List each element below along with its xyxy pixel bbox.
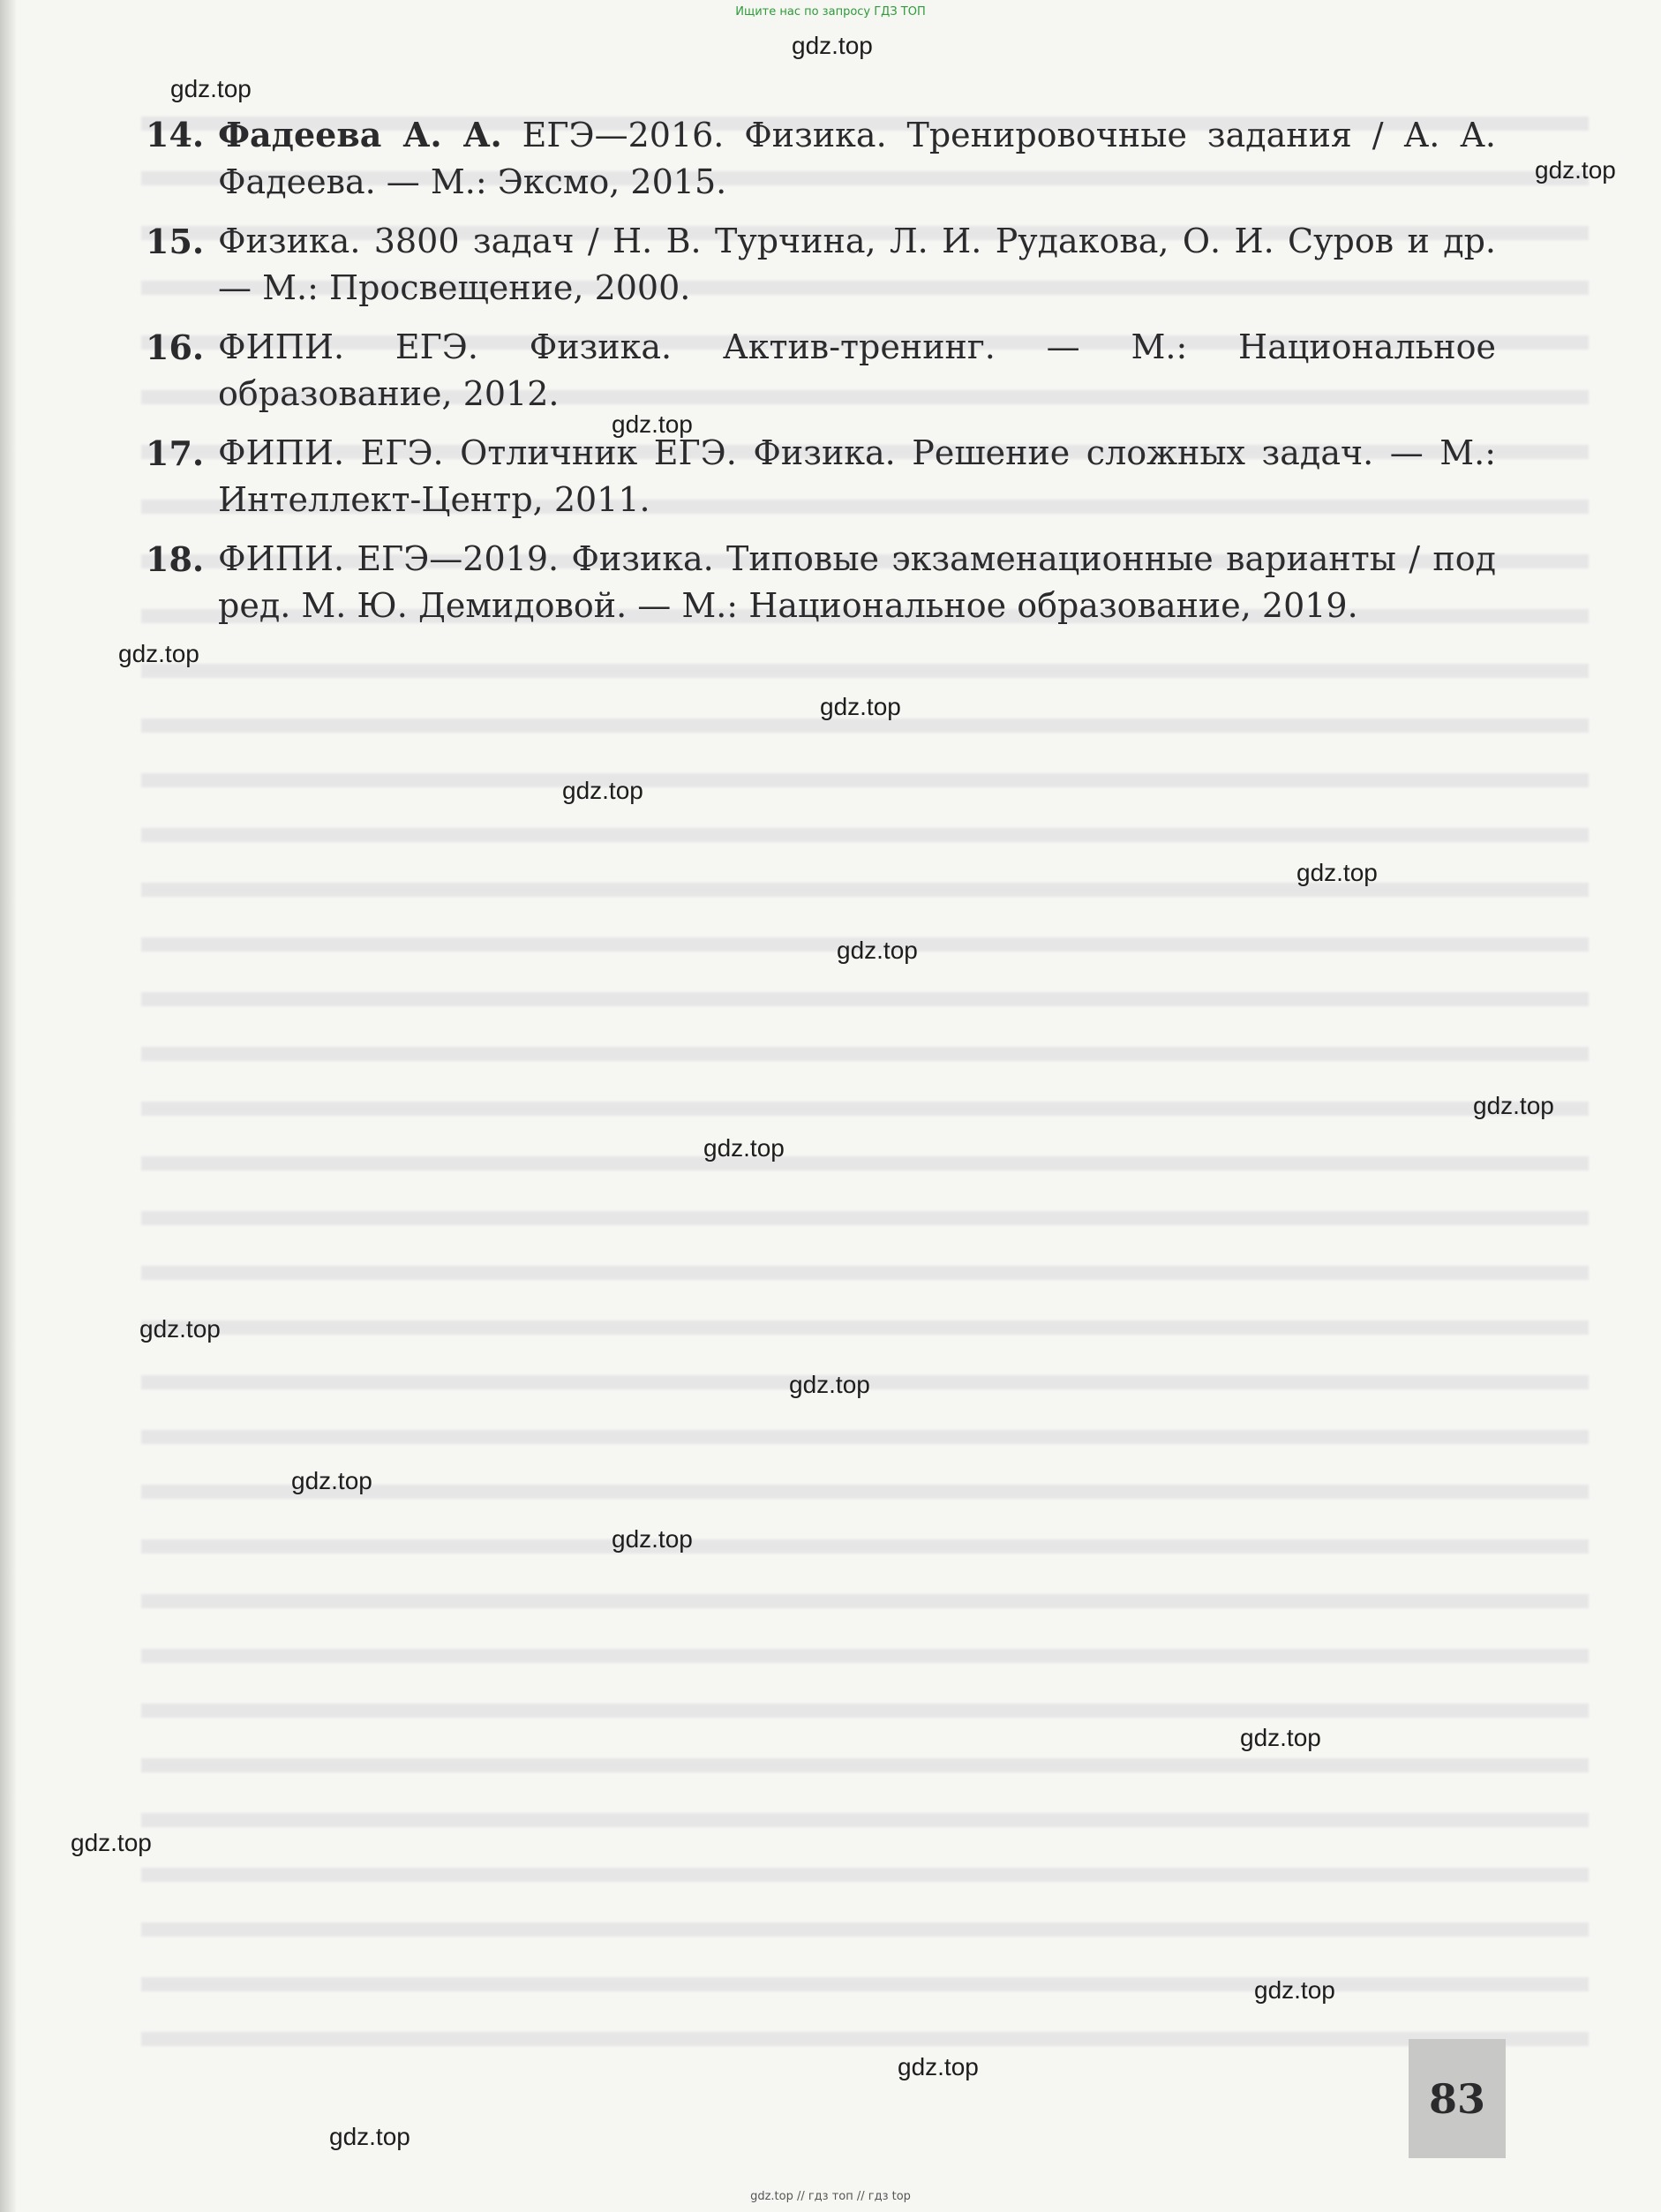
reference-author: Фадеева А. А. xyxy=(218,115,502,154)
reference-text: ФИПИ. ЕГЭ. Отличник ЕГЭ. Физика. Решение сложных задач. — М.: Интеллект-Центр, 2011. xyxy=(218,433,1496,519)
watermark: gdz.top xyxy=(1535,156,1616,184)
reference-item xyxy=(146,111,1496,206)
watermark: gdz.top xyxy=(837,937,918,964)
reference-item xyxy=(146,536,1496,629)
watermark: gdz.top xyxy=(1296,859,1378,886)
reference-item xyxy=(146,218,1496,312)
reference-number: 17. xyxy=(146,433,205,473)
watermark: gdz.top xyxy=(1240,1724,1321,1751)
watermark: gdz.top xyxy=(1473,1092,1554,1119)
watermark: gdz.top xyxy=(898,2053,979,2080)
watermark: gdz.top xyxy=(291,1467,372,1494)
watermark: gdz.top xyxy=(170,75,252,102)
watermark: gdz.top xyxy=(139,1315,221,1343)
watermark: gdz.top xyxy=(562,777,643,804)
reference-list xyxy=(146,111,1496,642)
watermark: gdz.top xyxy=(612,1525,693,1553)
reference-text: ФИПИ. ЕГЭ—2019. Физика. Типовые экзаменационные варианты / под ред. М. Ю. Демидовой. — М.: Национальное образование, 2019. xyxy=(218,539,1496,625)
watermark: gdz.top xyxy=(329,2123,410,2150)
reference-number: 18. xyxy=(146,539,205,579)
page-number-box xyxy=(1409,2039,1506,2158)
reference-number: 15. xyxy=(146,222,205,261)
watermark: gdz.top xyxy=(789,1371,870,1398)
footer-note: gdz.top // гдз топ // гдз top xyxy=(750,2190,911,2203)
reference-item xyxy=(146,324,1496,418)
watermark: gdz.top xyxy=(612,410,693,438)
reference-number: 16. xyxy=(146,327,205,367)
watermark: gdz.top xyxy=(792,32,873,59)
watermark: gdz.top xyxy=(820,693,901,720)
reference-text: Физика. 3800 задач / Н. В. Турчина, Л. И. Рудакова, О. И. Суров и др. — М.: Просвещение, 2000. xyxy=(218,222,1496,307)
watermark: gdz.top xyxy=(118,640,199,667)
reference-text: ЕГЭ—2016. Физика. Тренировочные задания / А. А. Фадеева. — М.: Эксмо, 2015. xyxy=(218,116,1496,201)
header-note: Ищите нас по запросу ГДЗ ТОП xyxy=(735,5,926,19)
watermark: gdz.top xyxy=(1254,1976,1335,2004)
reference-item xyxy=(146,430,1496,523)
watermark: gdz.top xyxy=(71,1829,152,1856)
reference-number: 14. xyxy=(146,115,205,154)
watermark: gdz.top xyxy=(703,1134,785,1162)
page-edge-shadow xyxy=(0,0,16,2212)
reference-text: ФИПИ. ЕГЭ. Физика. Актив-тренинг. — М.: Национальное образование, 2012. xyxy=(218,327,1496,413)
page-number: 83 xyxy=(1428,2074,1485,2123)
